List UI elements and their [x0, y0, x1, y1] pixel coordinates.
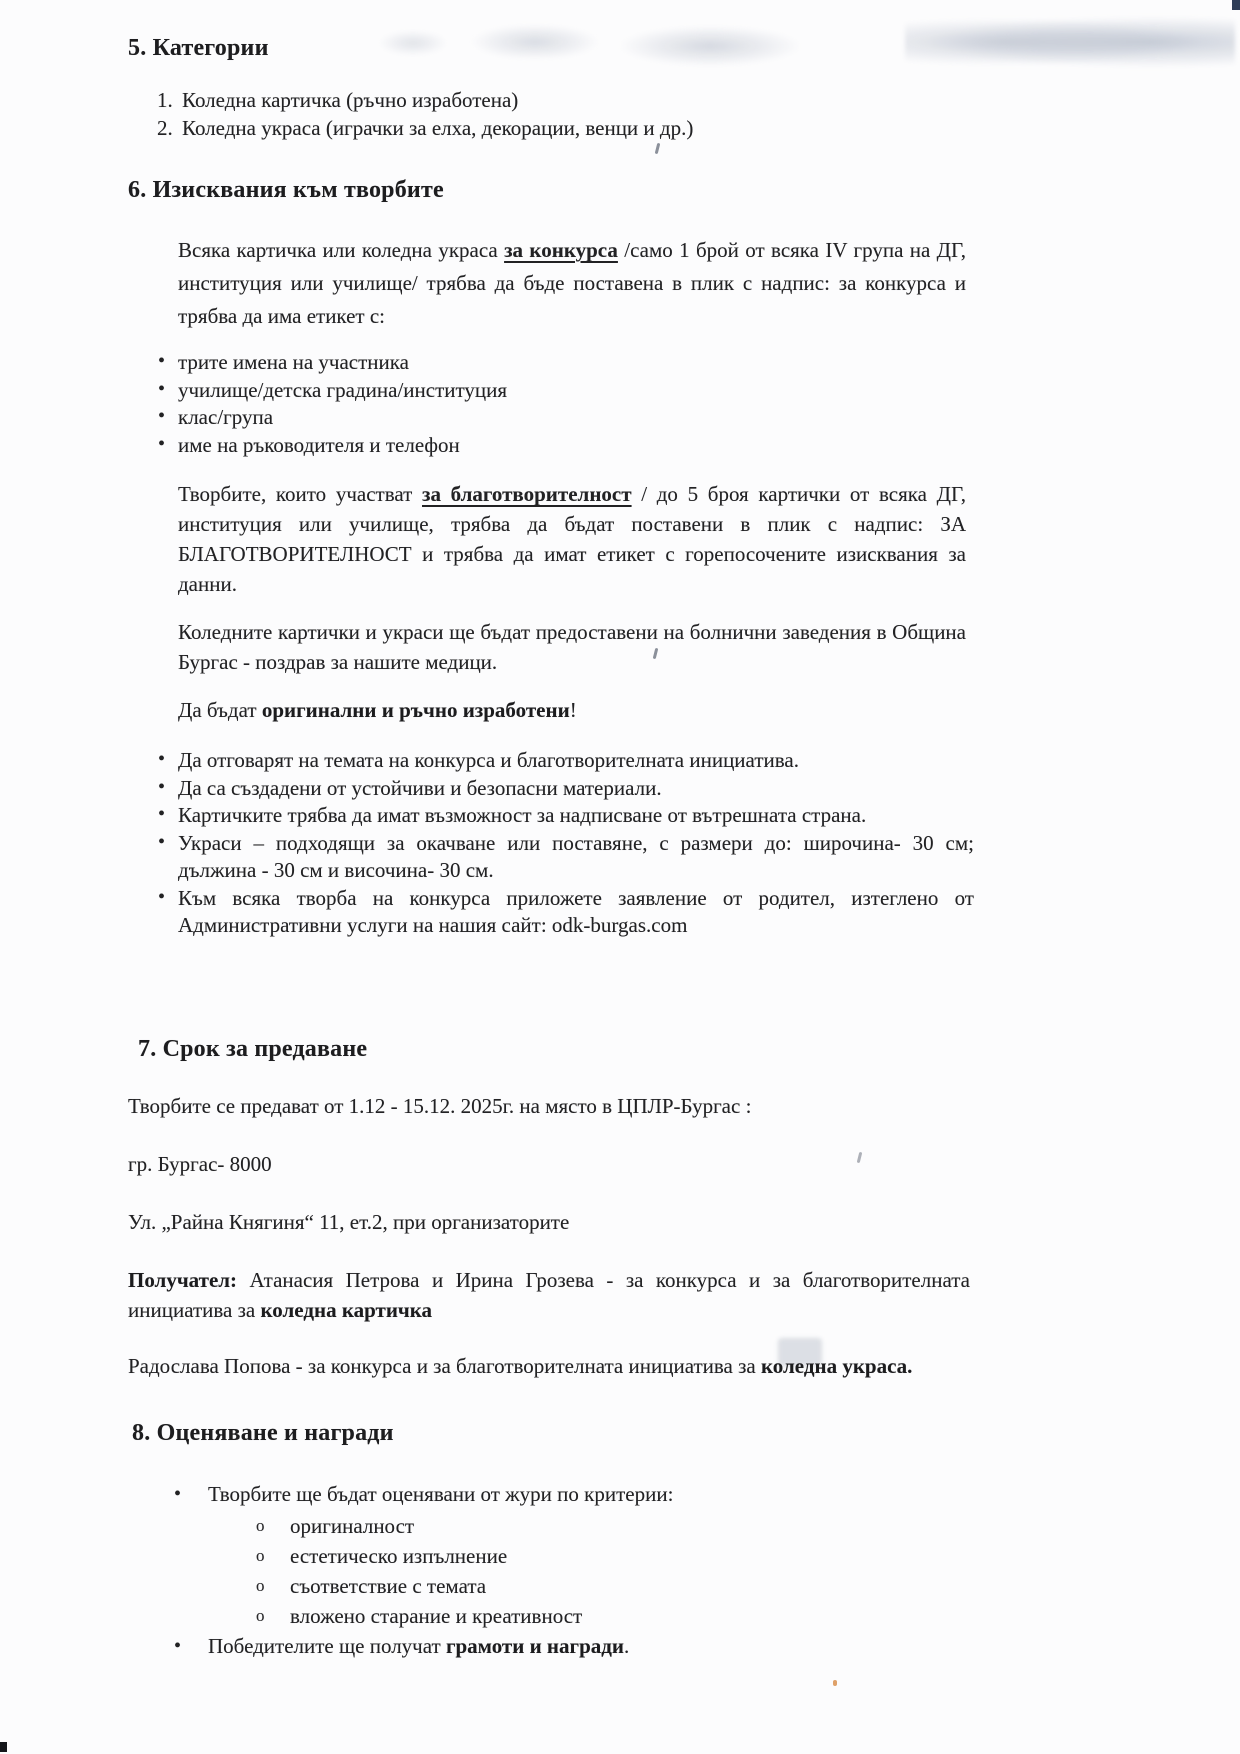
list-item	[128, 1631, 974, 1661]
list-item	[128, 885, 974, 940]
scan-edge-artifact	[0, 1742, 7, 1752]
evaluation-list	[128, 1479, 974, 1661]
paragraph-original-handmade	[178, 695, 966, 725]
section-8-heading: 8. Оценяване и награди	[132, 1419, 394, 1446]
text-run-bold: грамоти и награди	[445, 1633, 624, 1658]
work-requirements-list	[128, 747, 974, 940]
list-item	[128, 802, 974, 830]
paragraph-submission-dates: Творбите се предават от 1.12 - 15.12. 2025г. на място в ЦПЛР-Бургас :	[128, 1093, 752, 1118]
list-item-text: Картичките трябва да имат възможност за надписване от вътрешната страна.	[178, 803, 867, 827]
document-content	[128, 34, 974, 1661]
bullet-icon: •	[158, 803, 166, 825]
categories-list	[128, 86, 974, 142]
list-item	[208, 1601, 974, 1631]
criteria-list	[208, 1511, 974, 1631]
text-run: Атанасия Петрова и Ирина Грозева - за конкурса и за благотворителната инициатива за	[128, 1267, 970, 1322]
text-run: Победителите ще получат	[208, 1633, 446, 1658]
paragraph-recipient-card	[128, 1265, 970, 1325]
list-item-text: оригиналност	[290, 1513, 415, 1538]
bullet-icon: •	[158, 830, 166, 853]
list-item	[208, 1511, 974, 1541]
section-7-heading: 7. Срок за предаване	[138, 1035, 368, 1062]
category-text: Коледна украса (играчки за елха, декорации, венци и др.)	[182, 116, 694, 140]
category-text: Коледна картичка (ръчно изработена)	[182, 88, 519, 112]
text-run: /само 1 брой от всяка IV група на ДГ, институция или училище/ трябва да бъде поставена в плик с надпис: за конкурса и трябва да има етикет с:	[178, 238, 967, 328]
list-item-text: Да отговарят на темата на конкурса и благотворителната инициатива.	[178, 748, 799, 772]
scan-speck-artifact	[833, 1680, 837, 1686]
circle-bullet-icon: o	[256, 1515, 265, 1535]
list-item	[178, 86, 974, 114]
circle-bullet-icon: o	[256, 1545, 265, 1565]
section-6-heading: 6. Изисквания към творбите	[128, 177, 444, 203]
bullet-icon: •	[158, 377, 166, 400]
list-item	[128, 349, 974, 377]
scan-edge-artifact	[1232, 0, 1240, 10]
list-item	[128, 404, 974, 432]
text-run: Да бъдат	[178, 698, 262, 722]
list-item-text: съответствие с темата	[290, 1573, 487, 1598]
bullet-icon: •	[174, 1482, 182, 1505]
circle-bullet-icon: o	[256, 1605, 265, 1625]
list-item-text: вложено старание и креативност	[290, 1603, 583, 1628]
list-item-text: училище/детска градина/институция	[178, 377, 508, 402]
list-item	[128, 747, 974, 775]
text-run: !	[569, 698, 577, 722]
text-run-bold: Получател:	[128, 1267, 238, 1292]
list-item-text: естетическо изпълнение	[290, 1543, 508, 1568]
text-run: Творбите, които участват	[178, 482, 422, 506]
text-run: / до 5 броя картички от всяка ДГ, институция или училище, трябва да бъдат поставени в плик с надпис: ЗА БЛАГОТВОРИТЕЛНОСТ и трябва да имат етикет с горепосочените изисквания за данни.	[178, 482, 966, 596]
bullet-icon: •	[158, 405, 166, 427]
list-item-text: трите имена на участника	[178, 350, 409, 374]
list-item-text: клас/група	[178, 405, 274, 429]
text-run-bold: коледна украса.	[760, 1353, 913, 1378]
list-item	[128, 1479, 974, 1631]
list-item-text: Украси – подходящи за окачване или поставяне, с размери до: широчина- 30 см; дължина - 30 см и височина- 30 см.	[178, 830, 974, 882]
paragraph-address: Ул. „Райна Княгиня“ 11, ет.2, при организаторите	[128, 1209, 570, 1234]
text-run-bold: оригинални и ръчно изработени	[261, 698, 570, 722]
list-item	[128, 775, 974, 803]
list-item	[128, 830, 974, 885]
list-item	[208, 1571, 974, 1601]
bullet-icon: •	[158, 775, 166, 798]
bullet-icon: •	[158, 748, 166, 770]
text-run-bold-underline: за благотворителност	[422, 482, 632, 506]
list-item	[128, 377, 974, 405]
bullet-icon: •	[158, 885, 166, 908]
text-run: .	[623, 1633, 630, 1658]
text-run-bold-underline: за конкурса	[504, 238, 618, 262]
bullet-icon: •	[174, 1634, 182, 1657]
list-item-text: Към всяка творба на конкурса приложете заявление от родител, изтеглено от Административни услуги на нашия сайт: odk-burgas.com	[178, 885, 974, 937]
paragraph-contest-requirements	[178, 234, 966, 333]
paragraph-charity-requirements	[178, 479, 966, 599]
section-5-heading: 5. Категории	[128, 35, 269, 61]
circle-bullet-icon: o	[256, 1575, 265, 1595]
list-item-text: име на ръководителя и телефон	[178, 432, 460, 457]
list-item	[178, 114, 974, 142]
list-item-text: Да са създадени от устойчиви и безопасни материали.	[178, 775, 662, 800]
text-run-bold: коледна картичка	[260, 1297, 433, 1322]
paragraph-recipient-decoration	[128, 1351, 970, 1381]
list-item	[128, 432, 974, 460]
text-run: Всяка картичка или коледна украса	[178, 238, 505, 262]
label-requirements-list	[128, 349, 974, 459]
list-item-text: Творбите ще бъдат оценявани от жури по критерии:	[208, 1481, 674, 1506]
bullet-icon: •	[158, 350, 166, 372]
bullet-icon: •	[158, 432, 166, 455]
list-item	[208, 1541, 974, 1571]
paragraph-city: гр. Бургас- 8000	[128, 1151, 272, 1176]
text-run: Радослава Попова - за конкурса и за благотворителната инициатива за	[128, 1353, 761, 1378]
paragraph-donation-info: Коледните картички и украси ще бъдат предоставени на болнични заведения в Община Бургас - поздрав за нашите медици.	[178, 620, 966, 674]
